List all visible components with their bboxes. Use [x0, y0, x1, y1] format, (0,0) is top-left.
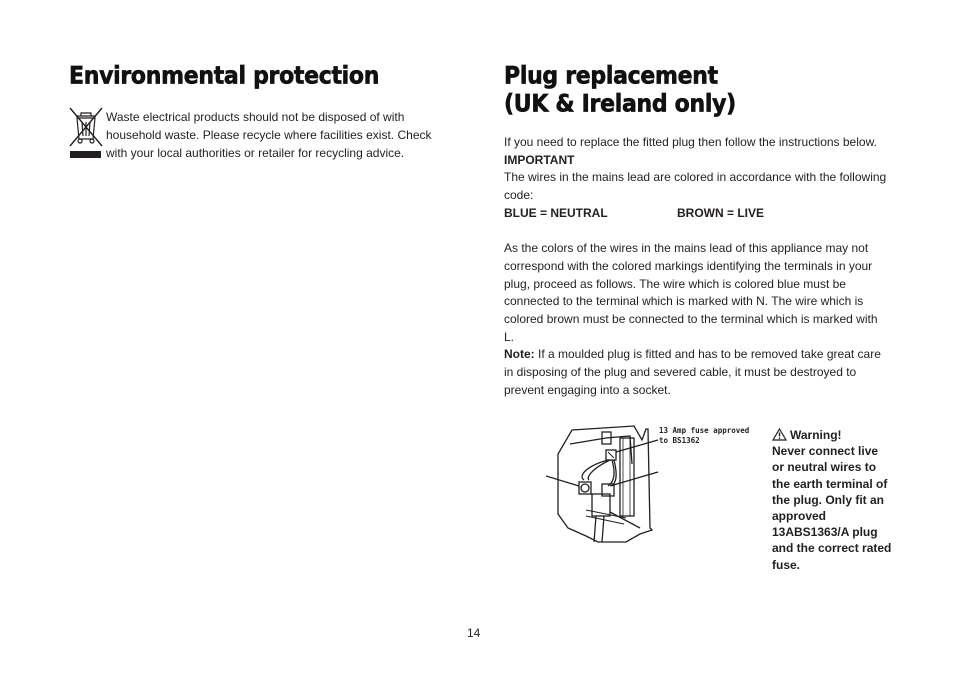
- fuse-label-line2: to BS1362: [659, 436, 700, 445]
- note-label: Note:: [504, 347, 535, 362]
- important-label: IMPORTANT: [504, 152, 575, 167]
- plug-replacement-heading: [504, 63, 736, 119]
- note-text: If a moulded plug is fitted and has to be removed take great care in disposing of the plug and severed cable, it must be destroyed to prevent engaging into a socket.: [504, 347, 881, 397]
- wire-code-row: [504, 205, 889, 223]
- note-paragraph: [504, 346, 889, 399]
- intro-text: If you need to replace the fitted plug then follow the instructions below.: [504, 135, 877, 149]
- code-brown: BROWN = LIVE: [677, 205, 765, 220]
- crossed-out-wheelie-bin-icon: [68, 106, 104, 160]
- fuse-label: [659, 426, 769, 446]
- page-number: 14: [467, 626, 481, 640]
- environmental-protection-heading: Environmental protection: [69, 63, 380, 90]
- code-blue: BLUE = NEUTRAL: [504, 205, 608, 220]
- fuse-label-line1: 13 Amp fuse approved: [659, 426, 750, 435]
- warning-text: Never connect live or neutral wires to the earth terminal of the plug. Only fit an approved 13ABS1363/A plug and the correct rated fuse.: [772, 444, 892, 572]
- warning-triangle-icon: [772, 428, 787, 441]
- warning-box: [772, 427, 892, 573]
- warning-title: Warning!: [790, 428, 842, 442]
- wires-text: The wires in the mains lead are colored in accordance with the following code:: [504, 170, 887, 203]
- colors-text: As the colors of the wires in the mains lead of this appliance may not correspond with the colored markings identifying the terminals in your plug, proceed as follows. The wire which is colored blue must be connected to the terminal which is marked with N. The wire which is colored brown must be connected to the terminal which is marked with L.: [504, 241, 878, 344]
- plug-instructions: [504, 134, 889, 400]
- plug-heading-line1: Plug replacement: [504, 63, 718, 90]
- environmental-text: Waste electrical products should not be disposed of with household waste. Please recycle where facilities exist. Check with your local authorities or retailer for recycling advice.: [106, 110, 432, 160]
- plug-heading-line2: (UK & Ireland only): [504, 91, 736, 119]
